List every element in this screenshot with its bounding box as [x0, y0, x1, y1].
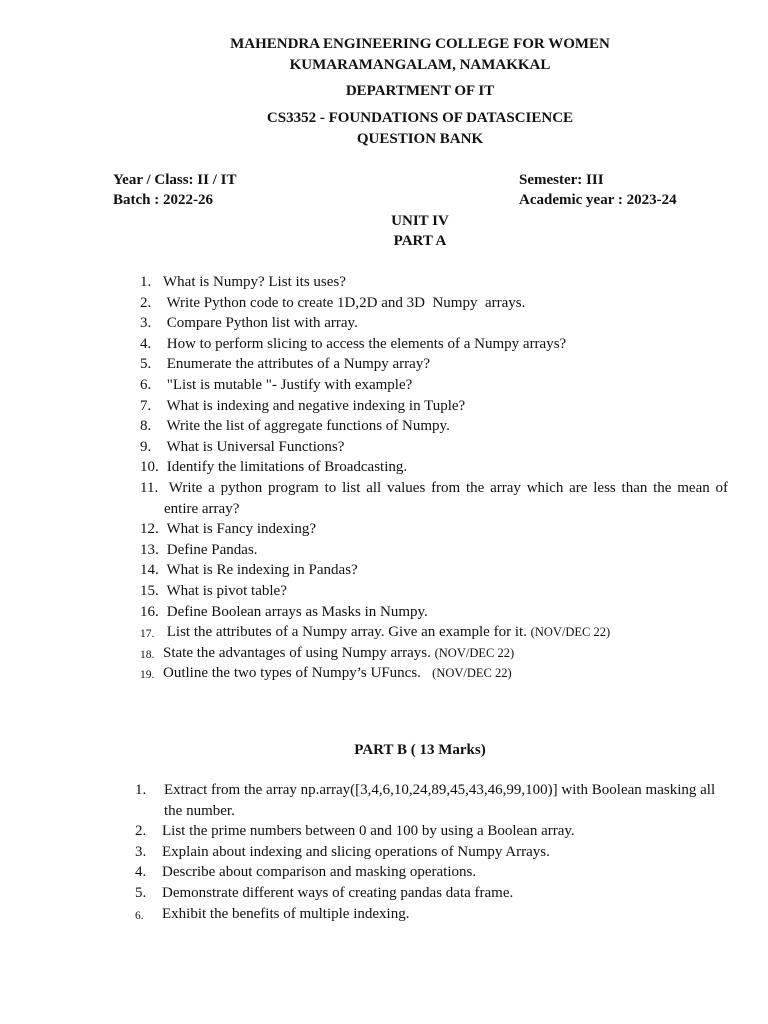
question-text-content: Write the list of aggregate functions of Numpy.: [163, 418, 450, 435]
part-a-question: [140, 540, 728, 561]
question-number: 17.: [140, 628, 155, 641]
part-a-question: [140, 396, 728, 417]
part-b-question: [135, 842, 725, 863]
question-text-content: What is indexing and negative indexing in Tuple?: [163, 397, 466, 414]
question-text-content: Write a python program to list all values from the array which are less than the mean of: [163, 480, 728, 496]
part-b-question: [135, 904, 725, 925]
part-b-question: [135, 780, 725, 801]
question-text-content: How to perform slicing to access the elements of a Numpy arrays?: [163, 335, 567, 352]
question-number: 4.: [140, 335, 152, 352]
question-number: 6.: [135, 909, 144, 922]
part-a-question: [140, 602, 728, 623]
part-a-title: PART A: [393, 233, 447, 249]
part-a-question: [140, 334, 728, 355]
part-a-question: [140, 437, 728, 458]
question-text-content: What is Re indexing in Pandas?: [163, 562, 358, 579]
question-text: [163, 622, 610, 643]
question-text: [163, 334, 566, 355]
question-number: 1.: [135, 782, 147, 798]
course-title: CS3352 - FOUNDATIONS OF DATASCIENCE: [266, 110, 574, 126]
unit-title: UNIT IV: [391, 213, 449, 229]
part-b-question: [135, 862, 725, 883]
question-number: 3.: [140, 315, 152, 332]
question-number: 15.: [140, 583, 159, 599]
question-text: [163, 663, 512, 684]
question-text: Demonstrate different ways of creating pandas data frame.: [162, 885, 514, 901]
question-text-content: List the attributes of a Numpy array. Give an example for it.: [163, 624, 527, 641]
question-number: 7.: [140, 397, 152, 414]
question-text-content: "List is mutable "- Justify with example?: [163, 377, 413, 393]
question-text: [163, 540, 258, 561]
question-text: [163, 396, 465, 417]
college-location: KUMARAMANGALAM, NAMAKKAL: [289, 57, 551, 73]
part-a-question: [140, 643, 728, 664]
question-number: 19.: [140, 669, 155, 682]
question-text-content: Outline the two types of Numpy’s UFuncs.: [163, 665, 421, 682]
question-number: 9.: [140, 438, 152, 455]
question-text-content: What is pivot table?: [163, 583, 287, 599]
college-name: MAHENDRA ENGINEERING COLLEGE FOR WOMEN: [230, 36, 610, 52]
question-text: [163, 581, 287, 602]
question-text: [163, 272, 346, 293]
part-a-question: [140, 663, 728, 684]
question-text-content: Define Boolean arrays as Masks in Numpy.: [163, 603, 428, 620]
question-text: [163, 416, 450, 437]
question-text: [163, 375, 412, 396]
part-b-title: PART B ( 13 Marks): [354, 742, 486, 758]
question-number: 14.: [140, 562, 159, 579]
question-number: 5.: [135, 885, 147, 901]
question-text-continuation: the number.: [164, 802, 235, 819]
part-a-question: [140, 560, 728, 581]
question-text: [163, 293, 525, 314]
exam-reference-note: (NOV/DEC 22): [434, 645, 515, 660]
question-text-content: What is Fancy indexing?: [163, 521, 317, 538]
question-number: 4.: [135, 864, 147, 881]
part-a-question: [140, 478, 728, 499]
part-b-question: [135, 883, 725, 904]
part-a-question: [140, 375, 728, 396]
question-text: [163, 560, 358, 581]
exam-reference-note: (NOV/DEC 22): [530, 625, 611, 640]
question-text: List the prime numbers between 0 and 100 by using a Boolean array.: [162, 823, 575, 840]
batch-label: Batch : 2022-26: [113, 192, 213, 208]
part-a-question: [140, 313, 728, 334]
year-class-label: Year / Class: II / IT: [113, 172, 237, 188]
question-text: Describe about comparison and masking operations.: [162, 864, 477, 881]
question-text-content: Define Pandas.: [163, 541, 258, 558]
question-number: 10.: [140, 459, 159, 476]
question-text: [163, 478, 728, 499]
question-number: 2.: [135, 823, 147, 840]
part-a-question: [140, 519, 728, 540]
exam-reference-note: (NOV/DEC 22): [432, 666, 512, 681]
question-number: 8.: [140, 418, 152, 435]
part-a-question: [140, 581, 728, 602]
part-a-question: [140, 293, 728, 314]
question-number: 13.: [140, 541, 159, 558]
question-text-content: What is Numpy? List its uses?: [163, 274, 346, 290]
question-number: 5.: [140, 356, 152, 373]
academic-year-label: Academic year : 2023-24: [519, 192, 677, 208]
question-text-content: Identify the limitations of Broadcasting.: [163, 459, 408, 476]
part-a-question: [140, 354, 728, 375]
question-text: [163, 643, 514, 664]
question-number: 12.: [140, 521, 159, 538]
department-title: DEPARTMENT OF IT: [345, 83, 495, 99]
question-number: 1.: [140, 274, 152, 290]
question-number: 6.: [140, 377, 152, 393]
question-text-content: Write Python code to create 1D,2D and 3D Numpy arrays.: [163, 294, 526, 311]
question-text: Explain about indexing and slicing operations of Numpy Arrays.: [162, 843, 550, 860]
question-number: 11.: [140, 480, 159, 496]
question-text: [163, 354, 430, 375]
question-text: Extract from the array np.array([3,4,6,10,24,89,45,43,46,99,100)] with Boolean masking all: [164, 782, 716, 798]
part-b-question: [135, 821, 725, 842]
question-text-content: State the advantages of using Numpy arrays.: [163, 644, 431, 661]
question-number: 3.: [135, 843, 147, 860]
question-text-content: What is Universal Functions?: [163, 438, 345, 455]
question-number: 18.: [140, 648, 155, 661]
question-text: [163, 519, 316, 540]
part-a-question: [140, 622, 728, 643]
question-text-content: Compare Python list with array.: [163, 315, 358, 332]
semester-label: Semester: III: [519, 172, 604, 188]
part-a-question: [140, 272, 728, 293]
question-text: [163, 437, 344, 458]
part-a-question: [140, 457, 728, 478]
question-number: 16.: [140, 603, 159, 620]
question-text: Exhibit the benefits of multiple indexing.: [162, 905, 410, 922]
question-number: 2.: [140, 294, 152, 311]
document-type: QUESTION BANK: [356, 131, 484, 147]
question-text: [163, 457, 407, 478]
part-a-question: [140, 416, 728, 437]
question-text-continuation: entire array?: [164, 500, 240, 517]
question-text: [163, 313, 358, 334]
question-text: [163, 602, 428, 623]
question-text-content: Enumerate the attributes of a Numpy array?: [163, 356, 430, 373]
